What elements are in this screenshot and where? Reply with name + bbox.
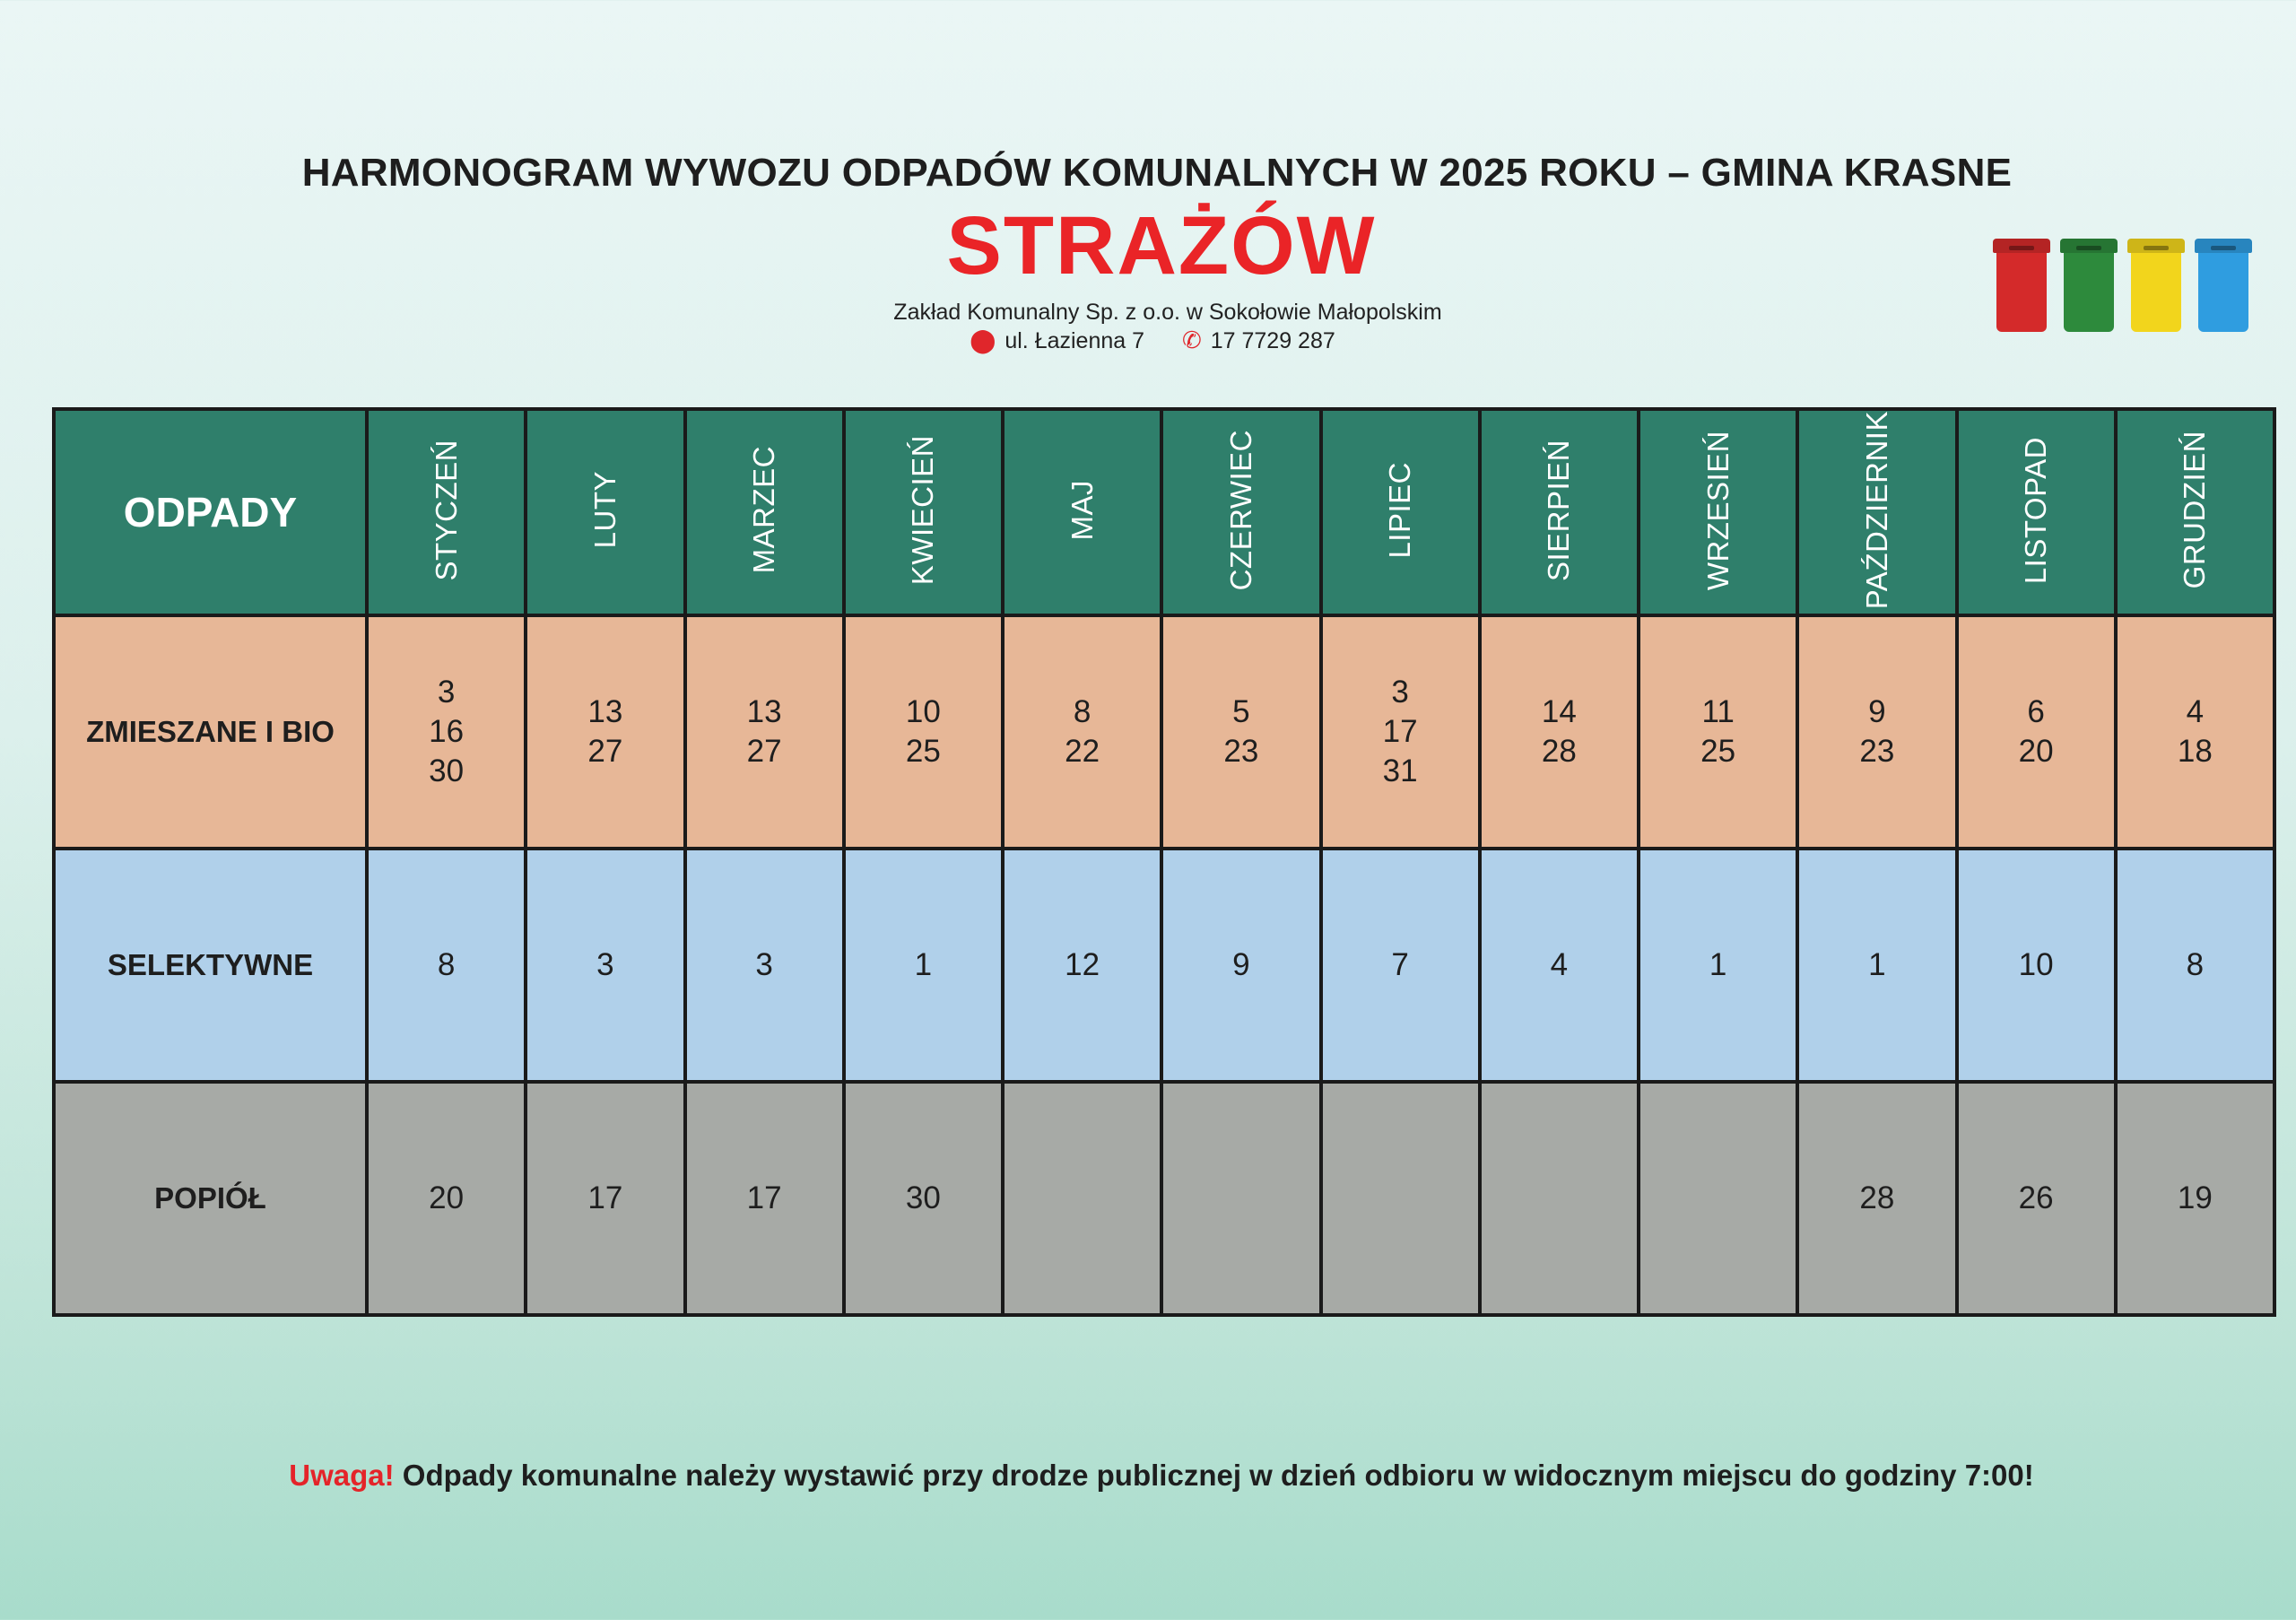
month-label: SIERPIEŃ [1542,439,1576,581]
month-label: MAJ [1065,479,1099,541]
pickup-day: 7 [1391,947,1409,983]
blue-bin-icon [2195,235,2252,334]
pickup-day: 8 [437,947,456,983]
pickup-dates-cell [1161,1082,1320,1315]
pickup-day: 30 [905,1180,941,1216]
month-label: PAŹDZIERNIK [1859,411,1893,610]
pickup-dates-cell [685,615,844,849]
month-label: CZERWIEC [1223,429,1257,591]
pickup-dates-cell [2116,849,2274,1082]
pickup-day: 31 [1382,753,1418,789]
corner-label: ODPADY [54,409,367,615]
pickup-day: 20 [429,1180,465,1216]
pickup-day: 19 [2177,1180,2213,1216]
pickup-day: 27 [746,734,782,770]
pickup-dates-cell [1003,849,1161,1082]
pickup-dates-cell [1480,615,1639,849]
pickup-day: 3 [437,675,456,710]
month-header [685,409,844,615]
pickup-day: 25 [1700,734,1736,770]
pickup-dates-cell [1797,1082,1956,1315]
pickup-dates-cell [844,615,1003,849]
company-name: Zakład Komunalny Sp. z o.o. w Sokołowie Małopolskim [893,300,1442,325]
pickup-day: 1 [1868,947,1886,983]
pickup-dates-cell [1480,1082,1639,1315]
waste-type-label: SELEKTYWNE [54,849,367,1082]
pickup-day: 12 [1065,947,1100,983]
pickup-dates-cell [1797,615,1956,849]
pickup-day: 9 [1868,694,1886,730]
address: ul. Łazienna 7 [1004,328,1145,353]
month-header [1639,409,1797,615]
phone-icon: ✆ [1181,327,1202,353]
pickup-dates-cell [1639,615,1797,849]
pickup-day: 3 [755,947,773,983]
pickup-day: 8 [2186,947,2205,983]
notice-warning: Uwaga! [289,1459,395,1492]
pickup-day: 23 [1223,734,1259,770]
pickup-day: 28 [1541,734,1577,770]
pickup-day: 25 [905,734,941,770]
month-header [1957,409,2116,615]
pickup-dates-cell [526,849,684,1082]
pickup-dates-cell [1003,1082,1161,1315]
month-label: WRZESIEŃ [1700,430,1735,590]
pickup-dates-cell [367,849,526,1082]
contact-line [0,327,2296,354]
pickup-dates-cell [1797,849,1956,1082]
town-name: STRAŻÓW [946,200,1377,292]
phone-number: 17 7729 287 [1210,328,1335,353]
month-label: LIPIEC [1383,461,1417,559]
pickup-dates-cell [367,615,526,849]
month-header [367,409,526,615]
pickup-day: 17 [746,1180,782,1216]
pickup-dates-cell [526,615,684,849]
pickup-dates-cell [844,849,1003,1082]
pickup-day: 10 [905,694,941,730]
pickup-dates-cell [1957,849,2116,1082]
pickup-day: 18 [2177,734,2213,770]
pickup-dates-cell [1480,849,1639,1082]
pickup-day: 10 [2018,947,2054,983]
waste-type-label: POPIÓŁ [54,1082,367,1315]
pickup-day: 13 [746,694,782,730]
month-label: KWIECIEŃ [906,435,940,586]
waste-bins-illustration [1993,235,2255,334]
pickup-day: 6 [2027,694,2045,730]
pickup-dates-cell [1639,849,1797,1082]
pickup-dates-cell [1957,1082,2116,1315]
pickup-dates-cell [367,1082,526,1315]
pickup-dates-cell [685,849,844,1082]
pickup-dates-cell [1321,1082,1480,1315]
pickup-dates-cell [2116,615,2274,849]
month-label: GRUDZIEŃ [2178,431,2212,589]
table-header-row [54,409,2274,615]
pickup-day: 3 [596,947,614,983]
pickup-day: 13 [587,694,623,730]
schedule-table [52,407,2276,1317]
pickup-day: 8 [1073,694,1091,730]
pickup-day: 17 [1382,714,1418,750]
row-selective [54,849,2274,1082]
waste-type-label: ZMIESZANE I BIO [54,615,367,849]
pickup-dates-cell [1161,615,1320,849]
pickup-dates-cell [685,1082,844,1315]
pickup-day: 30 [429,753,465,789]
red-bin-icon [1993,235,2050,334]
pickup-day: 27 [587,734,623,770]
month-header [1003,409,1161,615]
pickup-day: 1 [1709,947,1727,983]
yellow-bin-icon [2127,235,2185,334]
pickup-day: 14 [1541,694,1577,730]
pickup-dates-cell [1639,1082,1797,1315]
month-label: MARZEC [747,446,781,574]
pickup-day: 11 [1701,694,1735,730]
pickup-dates-cell [1321,615,1480,849]
pickup-dates-cell [1957,615,2116,849]
month-header [1480,409,1639,615]
row-ash [54,1082,2274,1315]
month-header [1321,409,1480,615]
pickup-day: 22 [1065,734,1100,770]
pickup-day: 16 [429,714,465,750]
location-pin-icon: ⬤ [970,327,996,353]
month-header [2116,409,2274,615]
pickup-day: 17 [587,1180,623,1216]
notice [0,1459,2296,1493]
green-bin-icon [2060,235,2118,334]
month-label: LUTY [587,471,622,549]
notice-text: Odpady komunalne należy wystawić przy drodze publicznej w dzień odbioru w widocznym miejscu do godziny 7:00! [402,1459,2034,1492]
pickup-dates-cell [1003,615,1161,849]
pickup-dates-cell [1321,849,1480,1082]
row-mixed-bio [54,615,2274,849]
pickup-day: 4 [1550,947,1569,983]
pickup-dates-cell [526,1082,684,1315]
pickup-day: 28 [1859,1180,1895,1216]
month-header [526,409,684,615]
month-header [1797,409,1956,615]
pickup-day: 5 [1232,694,1250,730]
pickup-day: 26 [2018,1180,2054,1216]
month-label: STYCZEŃ [429,439,463,581]
pickup-day: 20 [2018,734,2054,770]
page-title: HARMONOGRAM WYWOZU ODPADÓW KOMUNALNYCH W 2025 ROKU – GMINA KRASNE [301,151,2013,195]
pickup-day: 3 [1391,675,1409,710]
month-header [844,409,1003,615]
pickup-day: 9 [1232,947,1250,983]
pickup-day: 4 [2186,694,2205,730]
pickup-day: 1 [914,947,933,983]
month-label: LISTOPAD [2019,436,2053,584]
month-header [1161,409,1320,615]
pickup-day: 23 [1859,734,1895,770]
pickup-dates-cell [1161,849,1320,1082]
pickup-dates-cell [844,1082,1003,1315]
pickup-dates-cell [2116,1082,2274,1315]
